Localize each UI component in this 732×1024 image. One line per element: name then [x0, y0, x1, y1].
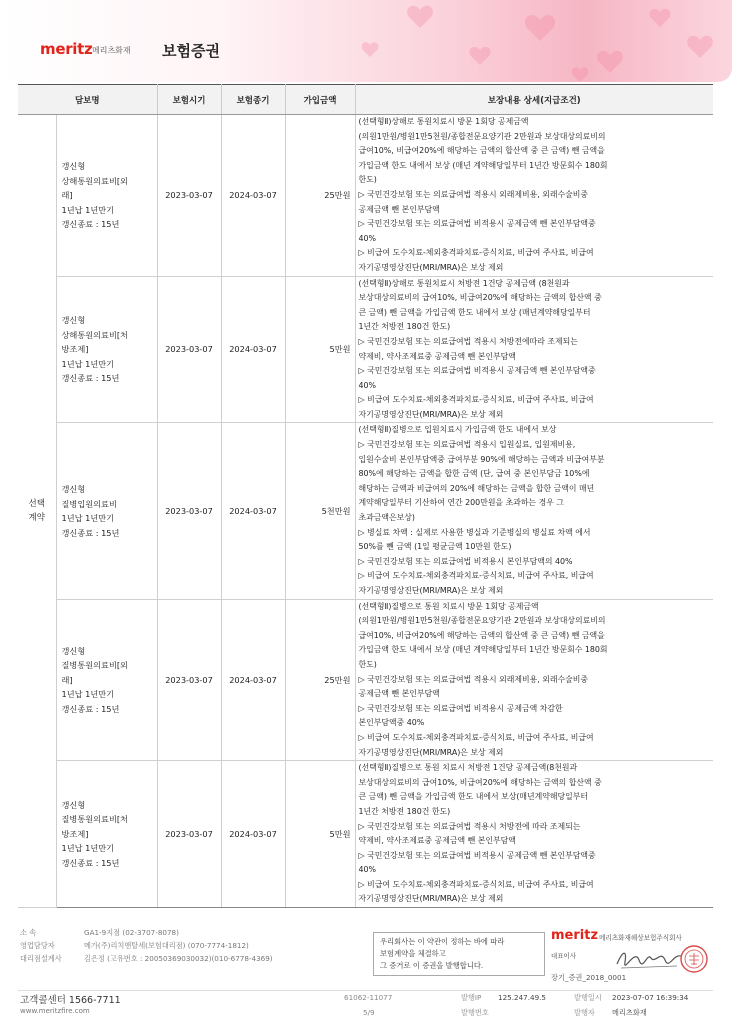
start-date: 2023-03-07: [165, 674, 213, 685]
coverage-detail: (선택형Ⅱ)상해로 통원치료시 처방전 1건당 공제금액 (8천원과 보상대상의료비의 급여10%, 비급여20%에 해당하는 금액의 합산액 중 큰 금액) 뺀 금액을 가입금액 한도 내에서 보상 (매년계약해당일부터 1년간 처방전 180건 한도) ▷ 국민건강보험 또는 의료급여법 적용시 처방전에따라 조제되는 약제비, 약사조제료중 공제금액 뺀 본인부담액 ▷ 국민건강보험 또는 의료급여법 비적용시 공제금액 뺀 본인부담액중 40% ▷ 비급여 도수치료-체외충격파치료-증식치료, 비급여 주사료, 비급여 자기공명영상진단(MRI/MRA)은 보상 제외: [358, 278, 602, 419]
seal-logo: meritz: [551, 928, 599, 943]
header-end-date: 보험종기: [221, 85, 285, 115]
table-row: [18, 423, 713, 599]
coverage-amount-cell: [285, 276, 355, 423]
end-date: 2024-03-07: [229, 828, 277, 839]
agent-info-label: 영업담당자: [20, 941, 55, 950]
end-date-cell: [221, 423, 285, 599]
end-date-cell: [221, 761, 285, 908]
end-date: 2024-03-07: [229, 344, 277, 355]
issuer-label: 발행자: [574, 1008, 595, 1017]
issue-ip-value: 125.247.49.5: [498, 993, 547, 1002]
header-banner: [0, 0, 732, 82]
start-date: 2023-03-07: [165, 344, 213, 355]
coverage-name-cell: [56, 276, 157, 423]
coverage-name-cell: [56, 423, 157, 599]
coverage-detail-cell: [355, 115, 713, 277]
coverage-amount: 25만원: [324, 674, 351, 685]
coverage-amount: 5천만원: [321, 505, 351, 516]
company-stamp-icon: [679, 944, 709, 974]
brand-logo: meritz: [40, 40, 93, 58]
coverage-detail-cell: [355, 276, 713, 423]
agent-info-label: 대리점설계사: [20, 954, 62, 963]
seal-representative-label: 대표이사: [551, 952, 577, 960]
table-row: [18, 599, 713, 761]
coverage-detail-cell: [355, 761, 713, 908]
coverage-amount-cell: [285, 423, 355, 599]
table-row: [18, 761, 713, 908]
coverage-amount-cell: [285, 115, 355, 277]
page-title: 보험증권: [162, 42, 220, 60]
end-date: 2024-03-07: [229, 674, 277, 685]
issue-ip-label: 발행IP: [461, 993, 482, 1002]
coverage-detail-cell: [355, 423, 713, 599]
coverage-name: 갱신형 상해통원의료비[외 래] 1년납 1년만기 갱신종료 : 15년: [61, 161, 128, 230]
issuer-value: 메리츠화재: [612, 1008, 647, 1017]
footer-divider: [18, 990, 713, 991]
header-start-date: 보험시기: [157, 85, 221, 115]
issue-datetime-value: 2023-07-07 16:39:34: [612, 993, 689, 1002]
end-date-cell: [221, 599, 285, 761]
end-date: 2024-03-07: [229, 190, 277, 201]
coverage-amount: 5만원: [329, 828, 351, 839]
callcenter: 고객콜센터 1566-7711: [20, 995, 121, 1006]
header-coverage-name: 담보명: [18, 85, 157, 115]
agent-info: [20, 926, 384, 965]
coverage-name: 갱신형 질병통원의료비[외 래] 1년납 1년만기 갱신종료 : 15년: [61, 645, 128, 714]
coverage-amount-cell: [285, 599, 355, 761]
coverage-name: 갱신형 상해통원의료비[처 방조제] 1년납 1년만기 갱신종료 : 15년: [61, 315, 128, 384]
website-link[interactable]: www.meritzfire.com: [20, 1007, 90, 1015]
coverage-name: 갱신형 질병입원의료비 1년납 1년만기 갱신종료 : 15년: [61, 484, 120, 538]
group-label: 선택 계약: [28, 499, 45, 524]
agent-info-value: 김은정 (고유번호 : 20050369030032)(010-6778-4369): [84, 954, 273, 963]
document-number: 61062-11077: [344, 993, 393, 1002]
header-amount: 가입금액: [285, 85, 355, 115]
seal-code: 장기_증권_2018_0001: [551, 973, 627, 982]
start-date: 2023-03-07: [165, 190, 213, 201]
table-header-row: [18, 85, 713, 115]
coverage-amount: 25만원: [324, 190, 351, 201]
header-detail: 보장내용 상세(지급조건): [355, 85, 713, 115]
coverage-amount: 5만원: [329, 344, 351, 355]
coverage-name-cell: [56, 115, 157, 277]
end-date-cell: [221, 276, 285, 423]
start-date-cell: [157, 115, 221, 277]
coverage-amount-cell: [285, 761, 355, 908]
group-label-cell: [18, 115, 56, 908]
start-date-cell: [157, 423, 221, 599]
coverage-name-cell: [56, 761, 157, 908]
table-row: [18, 276, 713, 423]
coverage-name-cell: [56, 599, 157, 761]
agent-info-label: 소 속: [20, 928, 37, 937]
start-date-cell: [157, 599, 221, 761]
coverage-detail-cell: [355, 599, 713, 761]
hearts-decoration-icon: [0, 0, 732, 82]
agent-info-row: [20, 952, 384, 965]
start-date-cell: [157, 276, 221, 423]
issuance-notice: [373, 932, 545, 976]
coverage-detail: (선택형Ⅱ)상해로 통원치료시 방문 1회당 공제금액 (의원1만원/병원1만5천원/종합전문요양기관 2만원과 보상대상의료비의 급여10%, 비급여20%에 해당하는 금액의 합산액 중 큰 금액) 뺀 금액을 가입금액 한도 내에서 보상 (매년 계약해당일부터 1년간 방문회수 180회 한도) ▷ 국민건강보험 또는 의료급여법 적용시 외래제비용, 외래수술비중 공제금액 뺀 본인부담액 ▷ 국민건강보험 또는 의료급여법 비적용시 공제금액 뺀 본인부담액중 40% ▷ 비급여 도수치료-체외충격파치료-증식치료, 비급여 주사료, 비급여 자기공명영상진단(MRI/MRA)은 보상 제외: [358, 117, 608, 272]
end-date-cell: [221, 115, 285, 277]
issue-datetime-label: 발행일시: [574, 993, 602, 1002]
coverage-detail: (선택형Ⅱ)질병으로 입원치료시 가입금액 한도 내에서 보상 ▷ 국민건강보험 또는 의료급여법 적용시 입원실료, 입원제비용, 입원수술비 본인부담액중 급여부분 90%에 해당하는 금액과 비급여부분 80%에 해당하는 금액을 합한 금액 (단, 급여 중 본인부담금 10%에 해당하는 금액과 비급여의 20%에 해당하는 금액을 합한 금액이 매년 계약해당일부터 기산하여 연간 200만원을 초과하는 경우 그 초과금액은보상) ▷ 병실료 차액 : 실제로 사용한 병실과 기준병실의 병실료 차액 에서 50%를 뺀 금액 (1일 평균금액 10만원 한도) ▷ 국민건강보험 또는 의료급여법 비적용시 본인부담액의 40% ▷ 비급여 도수치료-체외충격파치료-증식치료, 비급여 주사료, 비급여 자기공명영상진단(MRI/MRA)은 보상 제외: [358, 425, 605, 595]
agent-info-row: [20, 939, 384, 952]
start-date-cell: [157, 761, 221, 908]
end-date: 2024-03-07: [229, 505, 277, 516]
notice-text: 우리회사는 이 약관이 정하는 바에 따라 보험계약을 체결하고 그 증거로 이 증권을 발행합니다.: [380, 937, 505, 970]
page-number: 5/9: [363, 1008, 375, 1017]
start-date: 2023-03-07: [165, 828, 213, 839]
signature-icon: [613, 944, 685, 972]
company-seal: [551, 928, 711, 988]
agent-info-value: GA1-9지점 (02-3707-8078): [84, 928, 179, 937]
coverage-table: [18, 84, 713, 908]
brand-logo-sub: 메리츠화재: [92, 46, 131, 55]
table-row: [18, 115, 713, 277]
issue-number-label: 발행번호: [461, 1008, 489, 1017]
coverage-detail: (선택형Ⅱ)질병으로 통원 치료시 방문 1회당 공제금액 (의원1만원/병원1만5천원/종합전문요양기관 2만원과 보상대상의료비의 급여10%, 비급여20%에 해당하는 금액의 합산액 중 큰 금액) 뺀 금액을 가입금액 한도 내에서 보상 (매년 계약해당일부터 1년간 방문회수 180회 한도) ▷ 국민건강보험 또는 의료급여법 적용시 외래제비용, 외래수술비중 공제금액 뺀 본인부담액 ▷ 국민건강보험 또는 의료급여법 비적용시 공제금액 차감한 본인부담액중 40% ▷ 비급여 도수치료-체외충격파치료-증식치료, 비급여 주사료, 비급여 자기공명영상진단(MRI/MRA)은 보상 제외: [358, 601, 608, 757]
coverage-detail: (선택형Ⅱ)질병으로 통원 치료시 처방전 1건당 공제금액(8천원과 보상대상의료비의 급여10%, 비급여20%에 해당하는 금액의 합산액 중 큰 금액) 뺀 금액을 가입금액 한도 내에서 보상(매년계약해당일부터 1년간 처방전 180건 한도) ▷ 국민건강보험 또는 의료급여법 적용시 처방전에 따라 조제되는 약제비, 약사조제료중 공제금액 뺀 본인부담액 ▷ 국민건강보험 또는 의료급여법 비적용시 공제금액 뺀 본인부담액중 40% ▷ 비급여 도수치료-체외충격파치료-증식치료, 비급여 주사료, 비급여 자기공명영상진단(MRI/MRA)은 보상 제외: [358, 763, 602, 904]
start-date: 2023-03-07: [165, 505, 213, 516]
agent-info-row: [20, 926, 384, 939]
agent-info-value: 메가(주)리치앤탈세(보험대리점) (070-7774-1812): [84, 941, 249, 950]
coverage-name: 갱신형 질병통원의료비[처 방조제] 1년납 1년만기 갱신종료 : 15년: [61, 799, 128, 868]
seal-company-name: 메리츠화재해상보험주식회사: [599, 934, 682, 942]
